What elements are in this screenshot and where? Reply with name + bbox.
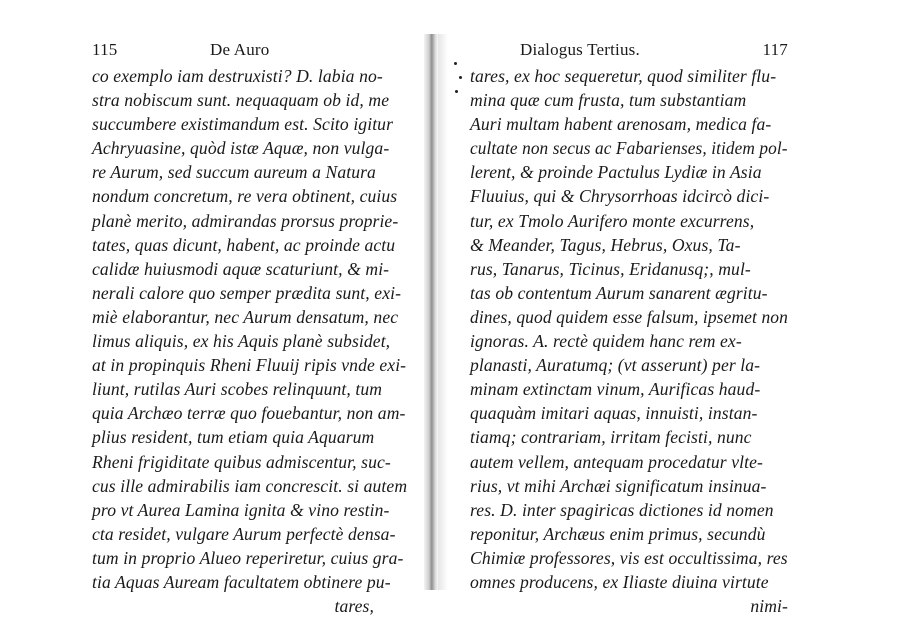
ink-speck xyxy=(454,62,457,65)
text-line: rus, Tanarus, Ticinus, Eridanusq;, mul- xyxy=(470,258,751,279)
text-line: stra nobiscum sunt. nequaquam ob id, me xyxy=(92,90,390,111)
left-page xyxy=(92,36,414,617)
left-running-head xyxy=(92,36,414,64)
text-line: & Meander, Tagus, Hebrus, Oxus, Ta- xyxy=(470,234,741,255)
text-line: ignoras. A. rectè quidem hanc rem ex- xyxy=(470,331,742,352)
text-line: dines, quod quidem esse falsum, ipsemet non xyxy=(470,306,789,327)
text-line: cus ille admirabilis iam concrescit. si autem xyxy=(92,475,408,496)
text-line: tates, quas dicunt, habent, ac proinde actu xyxy=(92,234,396,255)
ink-specks xyxy=(452,62,466,102)
text-line: tiamq; contrariam, irritam fecisti, nunc xyxy=(470,427,752,448)
text-line: Rheni frigiditate quibus admiscentur, suc- xyxy=(92,451,391,472)
text-line: tur, ex Tmolo Aurifero monte excurrens, xyxy=(470,210,755,231)
gutter-shadow xyxy=(438,34,448,590)
text-line: pro vt Aurea Lamina ignita & vino restin- xyxy=(92,499,390,520)
text-line: succumbere existimandum est. Scito igitur xyxy=(92,114,394,135)
text-line: at in propinquis Rheni Fluuij ripis vnde exi- xyxy=(92,355,407,376)
left-page-text xyxy=(92,64,414,618)
text-line: lerent, & proinde Pactulus Lydiæ in Asia xyxy=(470,162,762,183)
text-line: calidæ huiusmodi aquæ scaturiunt, & mi- xyxy=(92,258,390,279)
text-line: planè merito, admirandas prorsus proprie- xyxy=(92,210,399,231)
right-page-text xyxy=(470,64,788,618)
text-line: Achryuasine, quòd istæ Aquæ, non vulga- xyxy=(92,138,390,159)
text-line: omnes producens, ex Iliaste diuina virtute xyxy=(470,571,769,592)
right-page-number: 117 xyxy=(762,40,788,59)
right-page xyxy=(470,36,789,617)
text-line: Auri multam habent arenosam, medica fa- xyxy=(470,114,772,135)
ink-speck xyxy=(455,90,458,93)
text-line: plius resident, tum etiam quia Aquarum xyxy=(92,427,375,448)
text-line: Fluuius, qui & Chrysorrhoas idcircò dici- xyxy=(470,186,770,207)
text-line: tum in proprio Alueo reperiretur, cuius gra- xyxy=(92,547,404,568)
text-line: cta residet, vulgare Aurum perfectè densa- xyxy=(92,523,396,544)
text-line: mina quæ cum frusta, tum substantiam xyxy=(470,90,747,111)
text-line: quaquàm imitari aquas, innuisti, instan- xyxy=(470,403,758,424)
catchword: nimi- xyxy=(750,596,788,617)
book-gutter xyxy=(424,34,438,590)
text-line: cultate non secus ac Fabarienses, itidem pol- xyxy=(470,138,788,159)
text-line: Chimiæ professores, vis est occultissima, res xyxy=(470,547,788,568)
text-line: nerali calore quo semper prædita sunt, exi- xyxy=(92,282,402,303)
right-running-title: Dialogus Tertius. xyxy=(520,40,640,59)
text-line: planasti, Auratumq; (vt asserunt) per la- xyxy=(470,355,761,376)
text-line: minam extinctam vinum, Aurificas haud- xyxy=(470,379,761,400)
text-line: miè elaborantur, nec Aurum densatum, nec xyxy=(92,306,399,327)
text-line: re Aurum, sed succum aureum a Natura xyxy=(92,162,376,183)
text-line: res. D. inter spagiricas dictiones id nomen xyxy=(470,499,774,520)
text-line: quia Archæo terræ quo fouebantur, non am- xyxy=(92,403,406,424)
left-running-title: De Auro xyxy=(210,40,270,59)
catchword: tares, xyxy=(334,596,374,617)
text-line: tas ob contentum Aurum sanarent ægritu- xyxy=(470,282,768,303)
text-line: co exemplo iam destruxisti? D. labia no- xyxy=(92,66,383,86)
text-line: rius, vt mihi Archæi significatum insinua- xyxy=(470,475,767,496)
ink-speck xyxy=(459,76,462,79)
right-running-head xyxy=(470,36,788,64)
text-line: limus aliquis, ex his Aquis planè subsidet, xyxy=(92,331,391,352)
text-line: tares, ex hoc sequeretur, quod similiter flu- xyxy=(470,66,777,86)
text-line: tia Aquas Auream facultatem obtinere pu- xyxy=(92,571,391,592)
text-line: liunt, rutilas Auri scobes relinquunt, tum xyxy=(92,379,383,400)
text-line: autem vellem, antequam procedatur vlte- xyxy=(470,451,763,472)
text-line: reponitur, Archæus enim primus, secundù xyxy=(470,523,766,544)
left-page-number: 115 xyxy=(92,40,118,59)
text-line: nondum concretum, re vera obtinent, cuius xyxy=(92,186,398,207)
